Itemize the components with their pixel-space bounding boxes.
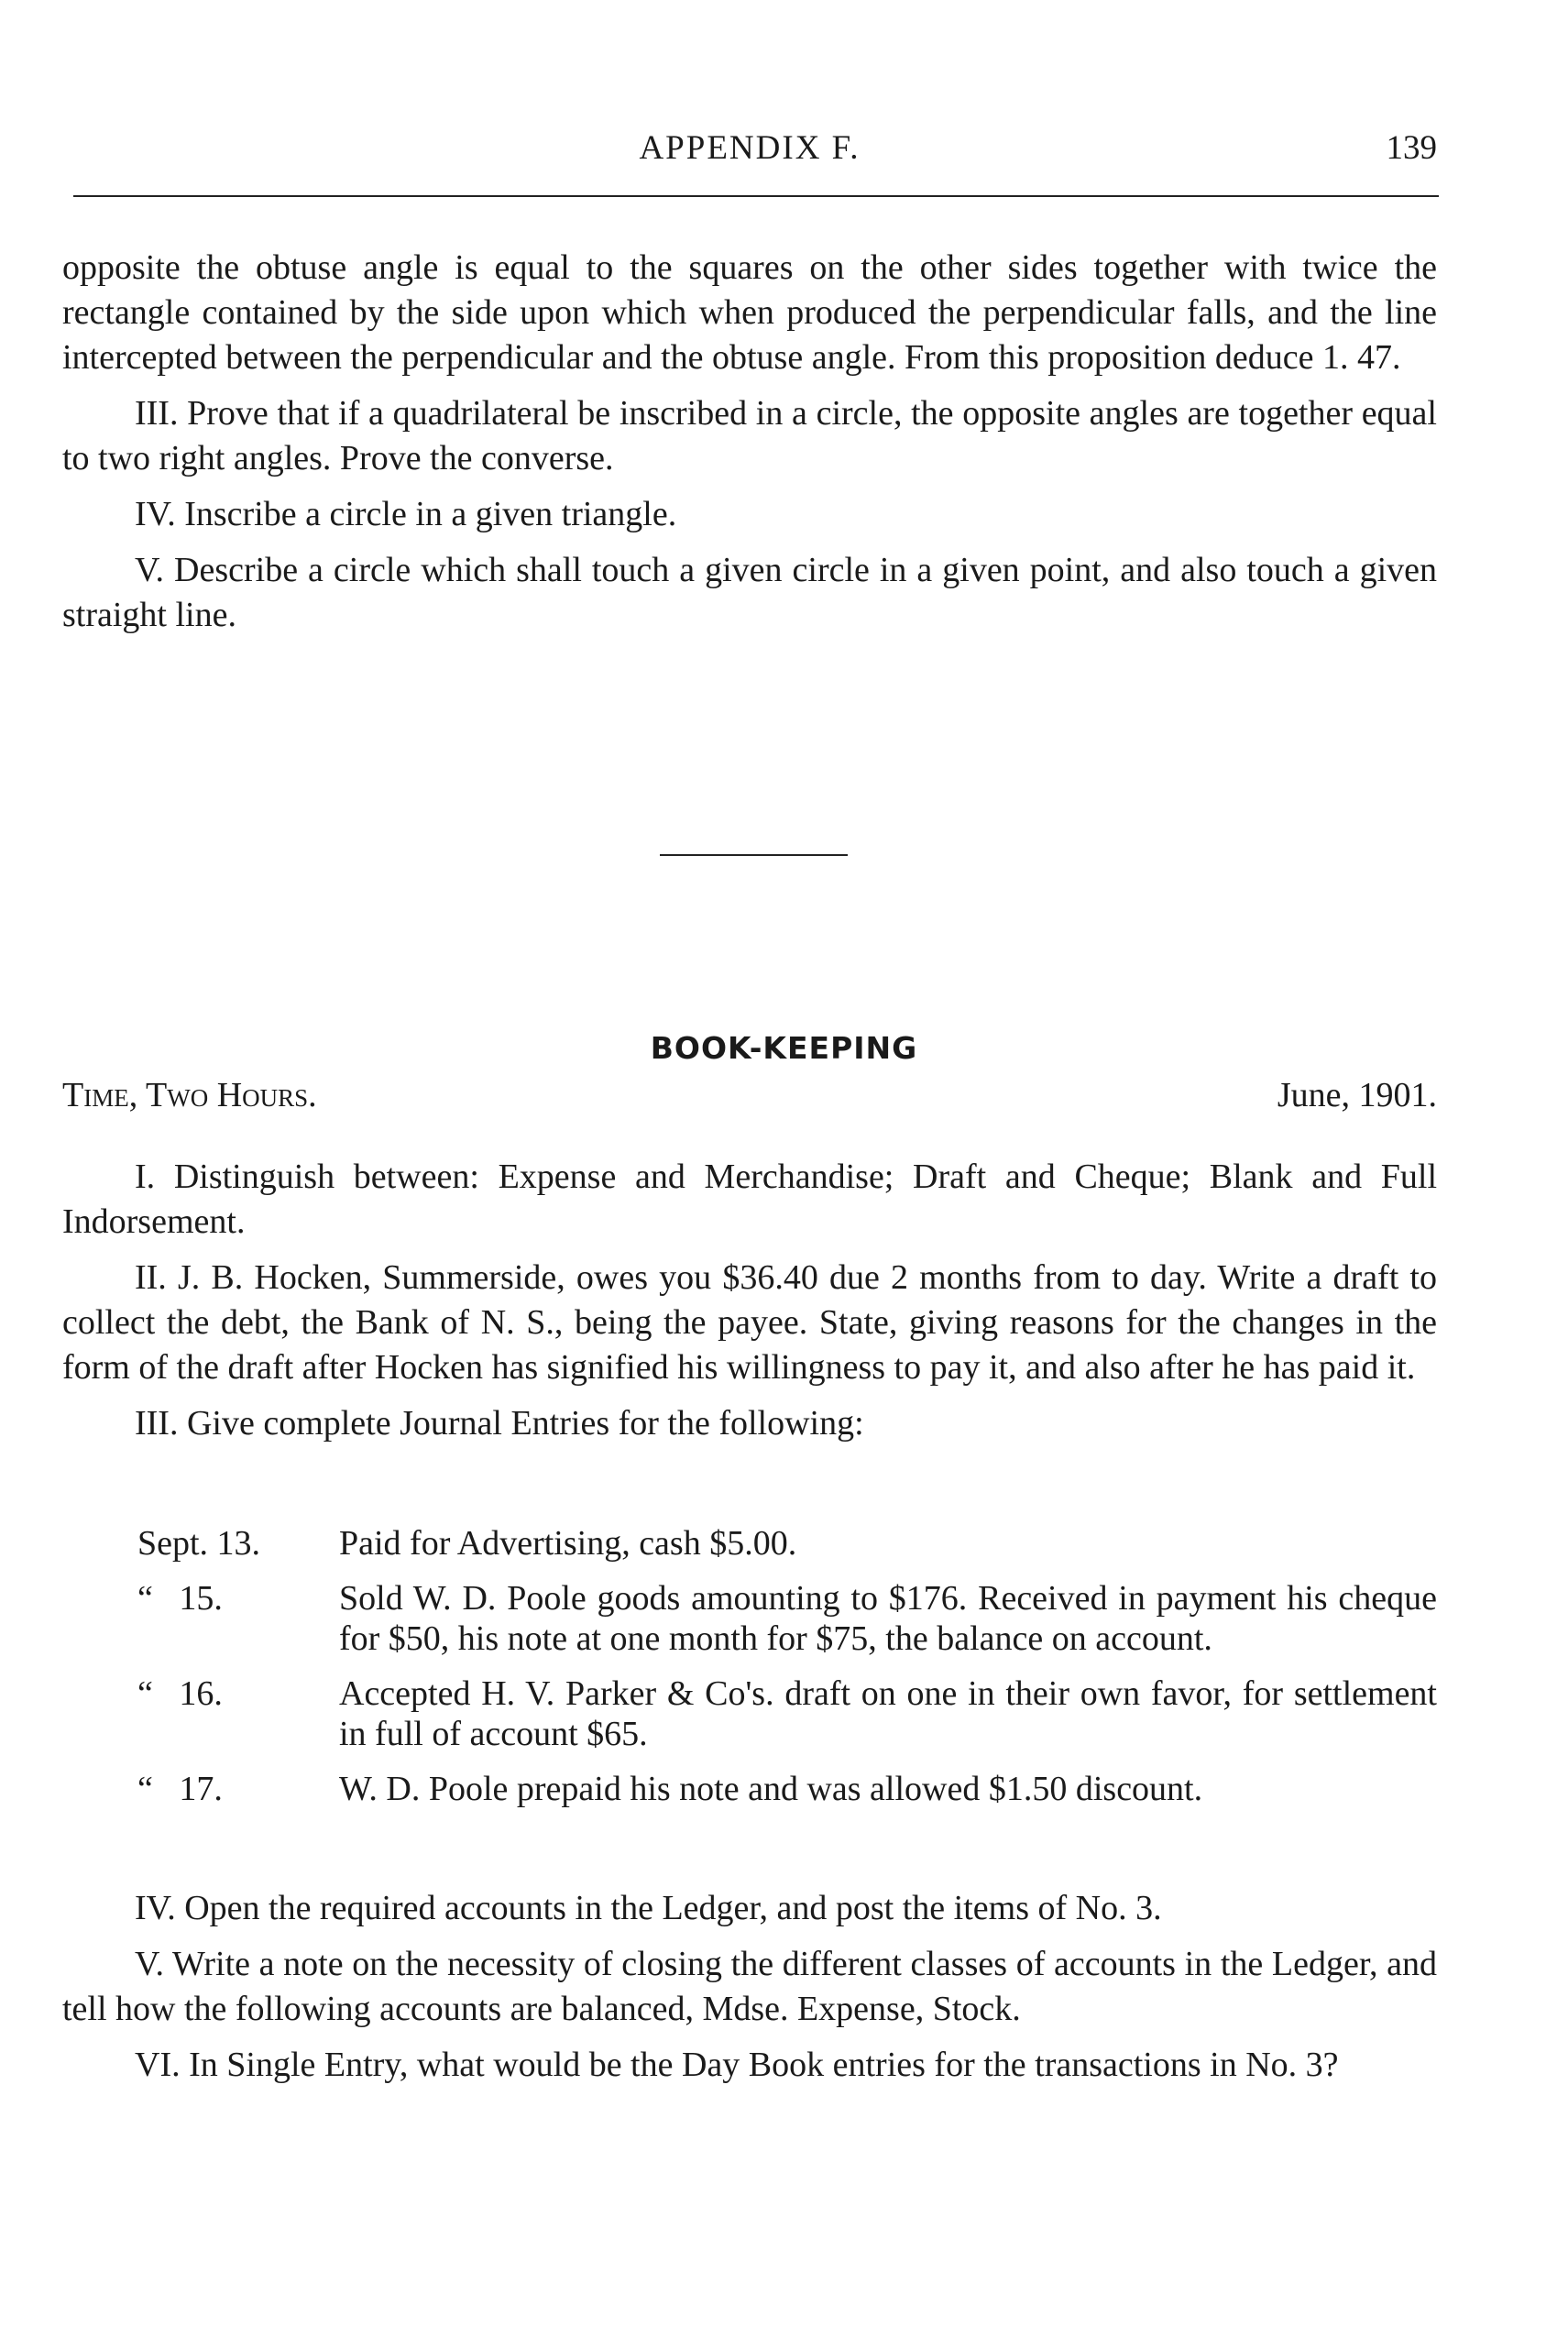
bookkeeping-question-ii: II. J. B. Hocken, Summerside, owes you $36.40 due 2 months from to day. Write a draft to collect the debt, the Bank of N. S., being the payee. State, giving reasons for the changes in the form of the draft after Hocken has signified his willingness to pay it, and also after he has paid it. xyxy=(62,1258,1437,1387)
bookkeeping-question-i: I. Distinguish between: Expense and Merchandise; Draft and Cheque; Blank and Full Indorsement. xyxy=(62,1158,1437,1241)
bookkeeping-question-iv: IV. Open the required accounts in the Ledger, and post the items of No. 3. xyxy=(135,1889,1162,1927)
time-allowed: Time, Two Hours. xyxy=(62,1076,317,1114)
bookkeeping-question-iii: III. Give complete Journal Entries for the following: xyxy=(135,1404,864,1443)
exam-date: June, 1901. xyxy=(1277,1076,1437,1114)
continuation-paragraph: opposite the obtuse angle is equal to the squares on the other sides together with twice the rectangle contained by the side upon which when produced the perpendicular falls, and the line intercepted between the perpendicular and the obtuse angle. From this proposition deduce 1. 47. xyxy=(62,248,1437,377)
entry-text: W. D. Poole prepaid his note and was allowed $1.50 discount. xyxy=(339,1770,1203,1808)
entry-text: Paid for Advertising, cash $5.00. xyxy=(339,1524,797,1563)
question-iv: IV. Inscribe a circle in a given triangle. xyxy=(135,495,677,533)
journal-entry xyxy=(137,1578,1437,1659)
journal-entry xyxy=(137,1769,1437,1809)
entry-date: “ 15. xyxy=(137,1579,223,1618)
entry-date: “ 17. xyxy=(137,1770,223,1808)
entry-date: “ 16. xyxy=(137,1674,223,1713)
bookkeeping-question-v: V. Write a note on the necessity of closing the different classes of accounts in the Ledger, and tell how the following accounts are balanced, Mdse. Expense, Stock. xyxy=(62,1945,1437,2028)
bookkeeping-questions-bottom xyxy=(62,1886,1437,2088)
entry-text: Accepted H. V. Parker & Co's. draft on one in their own favor, for settlement in full of account $65. xyxy=(339,1674,1437,1753)
running-head xyxy=(62,128,1437,174)
bookkeeping-question-vi: VI. In Single Entry, what would be the Day Book entries for the transactions in No. 3? xyxy=(135,2046,1339,2084)
page-number: 139 xyxy=(1386,129,1437,167)
running-title: APPENDIX F. xyxy=(639,129,861,167)
geometry-section xyxy=(62,246,1437,638)
journal-entry xyxy=(137,1673,1437,1754)
bookkeeping-questions-top xyxy=(62,1155,1437,1446)
journal-entry xyxy=(137,1523,1437,1564)
entry-text: Sold W. D. Poole goods amounting to $176. Received in payment his cheque for $50, his note at one month for $75, the balance on account. xyxy=(339,1579,1437,1658)
header-rule xyxy=(73,195,1439,197)
section-title: BOOK-KEEPING xyxy=(650,1030,918,1066)
journal-entries xyxy=(137,1523,1437,1809)
question-iii: III. Prove that if a quadrilateral be inscribed in a circle, the opposite angles are together equal to two right angles. Prove the converse. xyxy=(62,394,1437,477)
section-separator-rule xyxy=(660,854,848,856)
question-v: V. Describe a circle which shall touch a given circle in a given point, and also touch a given straight line. xyxy=(62,551,1437,634)
entry-date: Sept. 13. xyxy=(137,1524,261,1563)
